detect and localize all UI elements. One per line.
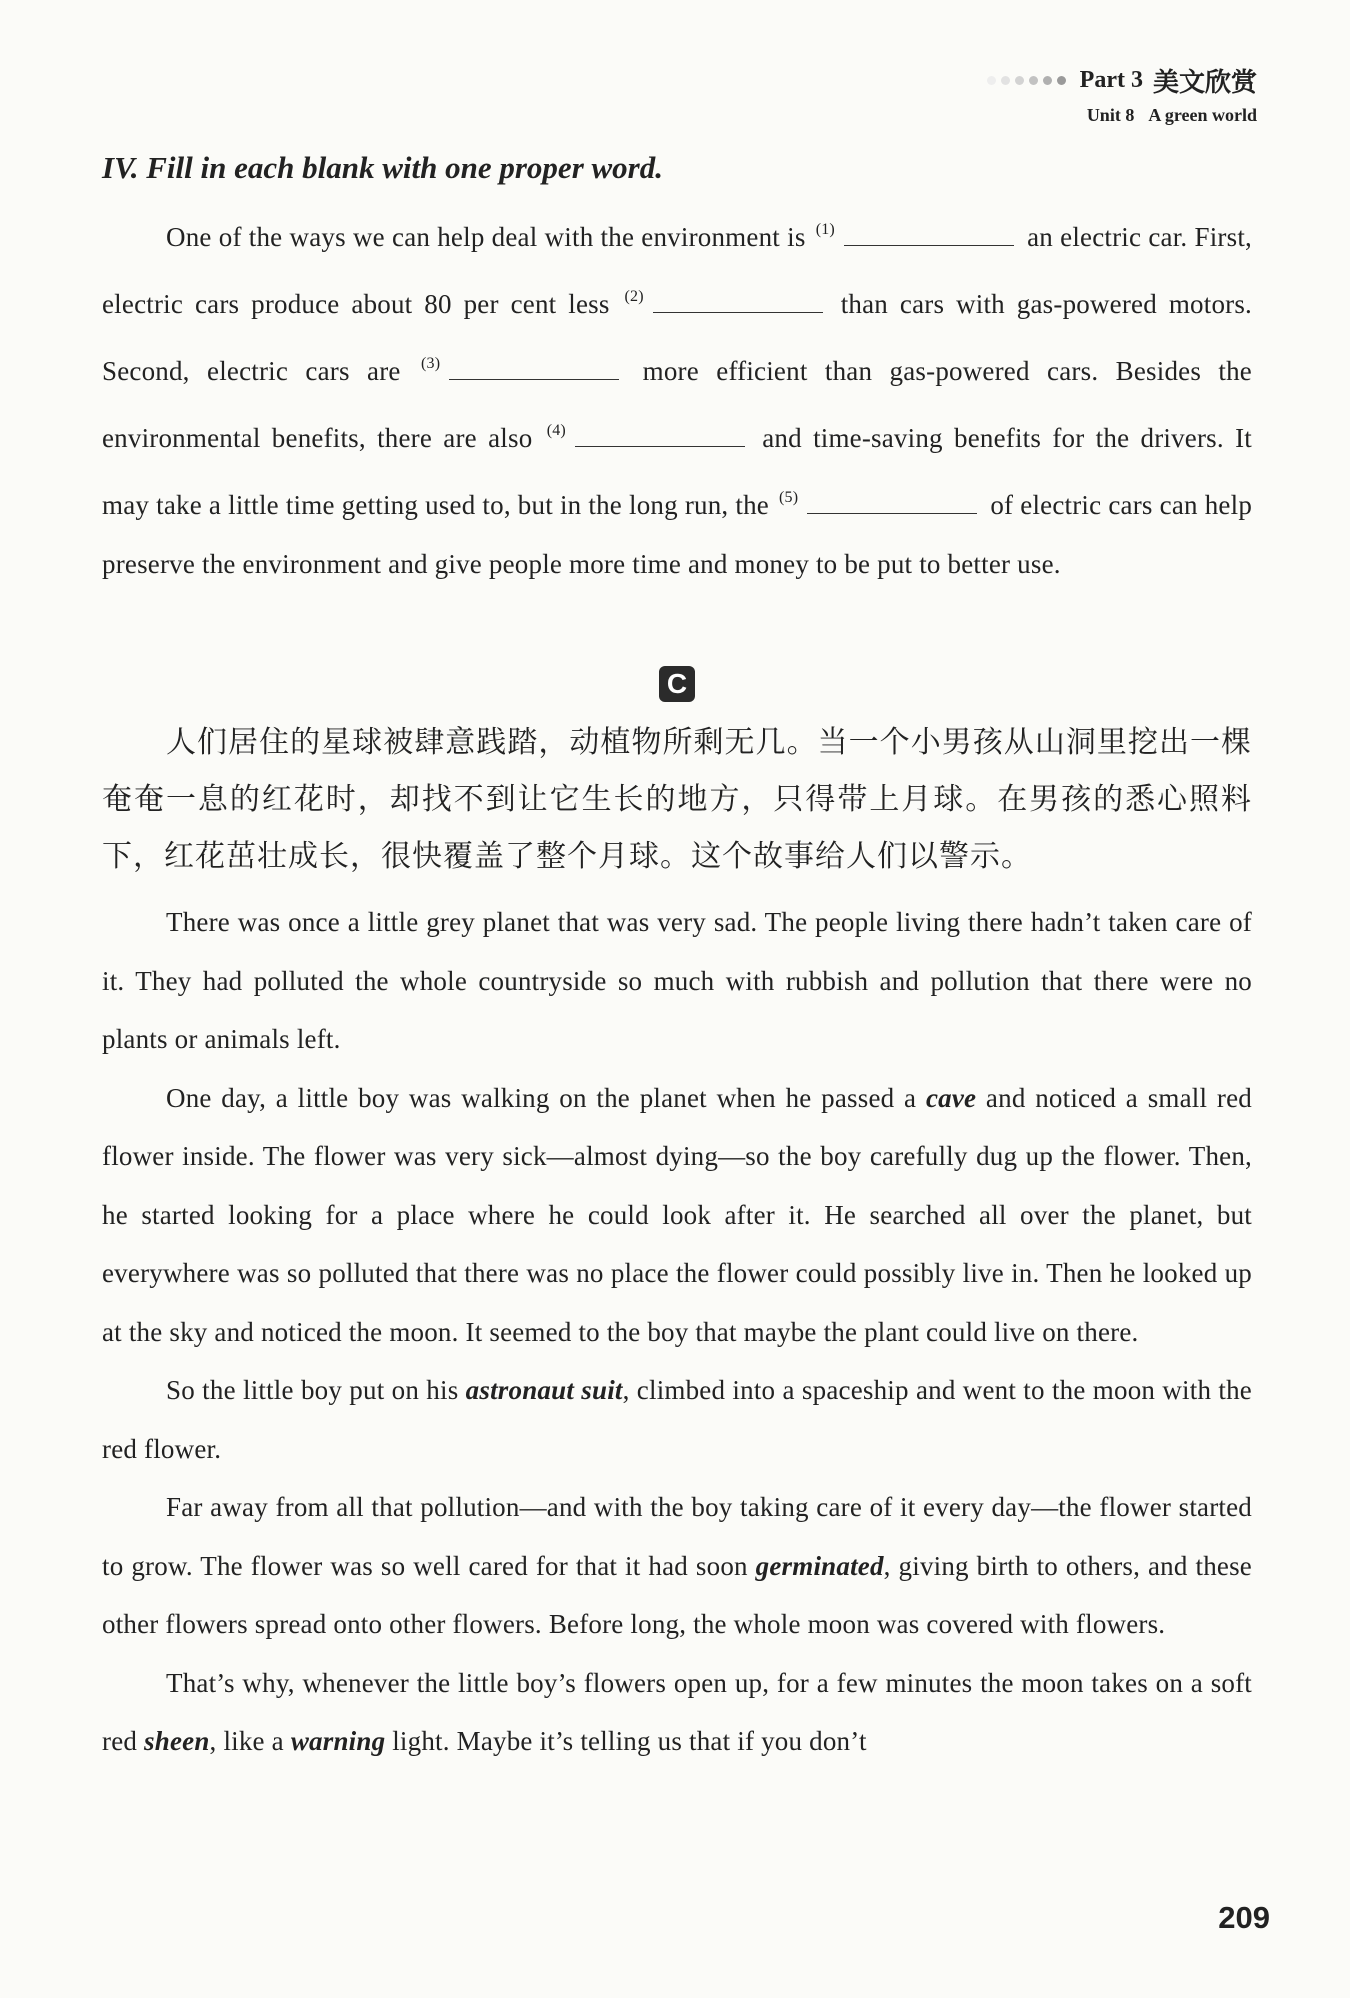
cloze-text: more efficient than gas-powered cars. Besides the environmental benefits, there are also [102, 356, 1252, 453]
blank-4[interactable] [575, 424, 745, 447]
header-part-line [987, 62, 1257, 99]
blank-2[interactable] [653, 290, 823, 313]
header-unit-title: A green world [1148, 105, 1257, 125]
keyword: warning [290, 1726, 386, 1756]
header-unit: Unit 8 [1086, 105, 1135, 125]
story-paragraph-1: There was once a little grey planet that was very sad. The people living there hadn’t taken care of it. They had polluted the whole countryside so much with rubbish and pollution that there were no plants or animals left. [102, 907, 1252, 1054]
header-part: Part 3 [1079, 67, 1143, 93]
blank-1[interactable] [844, 223, 1014, 246]
header-dot [987, 76, 996, 85]
running-header [987, 62, 1257, 126]
cloze-text: and time-saving benefits for the drivers. It may take a little time getting used to, but in the long run, the [102, 423, 1252, 520]
keyword: cave [925, 1082, 977, 1113]
cloze-paragraph [102, 200, 1252, 594]
page-content [102, 150, 1252, 1771]
header-dots-decoration [987, 76, 1066, 85]
header-unit-line [987, 105, 1257, 126]
header-dot [1001, 76, 1010, 85]
cloze-text: an electric car. First, electric cars produce about 80 per cent less [102, 222, 1252, 319]
story-text [102, 893, 1252, 1771]
story-paragraph-4: Far away from all that pollution—and with the boy taking care of it every day—the flower started to grow. The flower was so well cared for that it had soon germinated, giving birth to others, and these other flowers spread onto other flowers. Before long, the whole moon was covered with flowers. [102, 1492, 1252, 1639]
cloze-text: One of the ways we can help deal with the environment is [166, 222, 806, 252]
blank-number: (1) [815, 221, 835, 238]
blank-number: (4) [546, 422, 566, 439]
section-c-header [102, 666, 1252, 702]
header-dot [1043, 76, 1052, 85]
keyword: germinated [755, 1550, 884, 1581]
blank-number: (3) [420, 355, 441, 372]
keyword: astronaut suit [465, 1375, 623, 1405]
story-paragraph-5: That’s why, whenever the little boy’s flowers open up, for a few minutes the moon takes on a soft red sheen, like a warning light. Maybe it’s telling us that if you don’t [102, 1667, 1252, 1756]
page-number: 209 [1218, 1900, 1270, 1935]
cloze-text: of electric cars can help preserve the environment and give people more time and money to be put to better use. [102, 490, 1253, 579]
story-paragraph-2: One day, a little boy was walking on the planet when he passed a cave and noticed a small red flower inside. The flower was very sick—almost dying—so the boy carefully dug up the flower. Then, he started looking for a place where he could look after it. He searched all over the planet, but everywhere was so polluted that there was no place the flower could possibly live in. Then he looked up at the sky and noticed the moon. It seemed to the boy that maybe the plant could live on there. [102, 1082, 1252, 1347]
header-dot [1015, 76, 1024, 85]
keyword: sheen [144, 1726, 210, 1756]
blank-3[interactable] [449, 357, 619, 380]
cloze-text: than cars with gas-powered motors. Second, electric cars are [102, 289, 1253, 386]
blank-5[interactable] [807, 491, 977, 514]
blank-number: (2) [624, 288, 644, 305]
story-paragraph-3: So the little boy put on his astronaut suit, climbed into a spaceship and went to the moon with the red flower. [102, 1375, 1252, 1464]
chinese-intro: 人们居住的星球被肆意践踏，动植物所剩无几。当一个小男孩从山洞里挖出一棵奄奄一息的红花时，却找不到让它生长的地方，只得带上月球。在男孩的悉心照料下，红花茁壮成长，很快覆盖了整个月球。这个故事给人们以警示。 [102, 725, 1252, 874]
section-c-badge: C [659, 666, 695, 702]
exercise-title: IV. Fill in each blank with one proper word. [102, 150, 663, 185]
header-part-title: 美文欣赏 [1152, 68, 1257, 98]
blank-number: (5) [779, 489, 799, 506]
header-dot [1057, 76, 1066, 85]
header-dot [1029, 76, 1038, 85]
